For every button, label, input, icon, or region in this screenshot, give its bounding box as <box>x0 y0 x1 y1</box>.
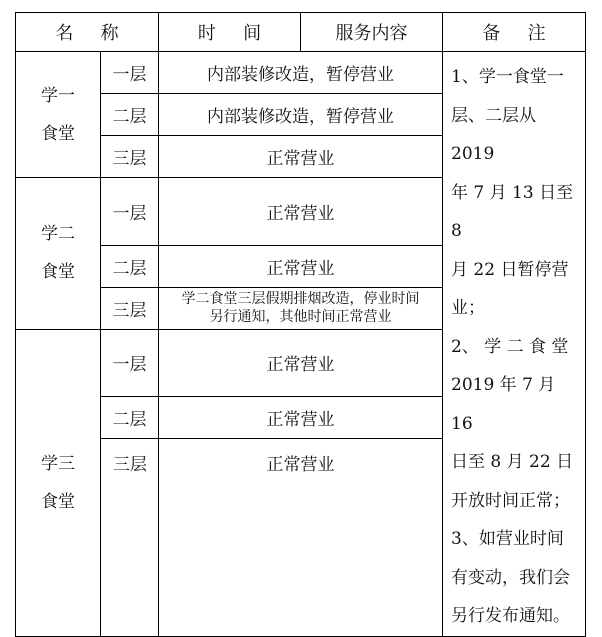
remark-line: 日至 8 月 22 日 <box>451 452 574 472</box>
header-remark: 备 注 <box>443 13 586 52</box>
canteen-schedule-table <box>15 12 586 637</box>
remark-line: 1、学一食堂一 <box>451 67 564 87</box>
floor-cell: 三层 <box>101 136 159 178</box>
service-line: 学二食堂三层假期排烟改造，停业时间 <box>181 291 420 307</box>
canteen-name-line: 学二 <box>41 224 75 245</box>
service-cell: 内部装修改造，暂停营业 <box>159 94 443 136</box>
header-name: 名 称 <box>16 13 159 52</box>
floor-cell: 二层 <box>101 94 159 136</box>
service-line: 另行通知，其他时间正常营业 <box>209 309 392 325</box>
canteen-name-line: 学一 <box>41 85 75 106</box>
service-cell: 内部装修改造，暂停营业 <box>159 52 443 94</box>
service-cell: 正常营业 <box>159 329 443 397</box>
remark-line: 另行发布通知。 <box>451 606 570 626</box>
header-time: 时 间 <box>159 13 301 52</box>
floor-cell: 一层 <box>101 52 159 94</box>
service-cell: 正常营业 <box>159 178 443 246</box>
canteen-name-line: 食堂 <box>41 491 75 512</box>
remark-line: 2019 年 7 月 16 <box>451 375 556 434</box>
canteen-name-2 <box>16 178 101 330</box>
header-service: 服务内容 <box>301 13 443 52</box>
floor-cell: 三层 <box>101 439 159 637</box>
floor-cell: 一层 <box>101 178 159 246</box>
canteen-name-3 <box>16 329 101 636</box>
header-row <box>16 13 586 52</box>
table-row <box>16 52 586 94</box>
service-cell <box>159 287 443 329</box>
remark-line: 业； <box>451 298 485 318</box>
remark-line: 层、二层从 2019 <box>451 105 536 164</box>
remark-line: 2、 学 二 食 堂 <box>451 336 569 357</box>
floor-cell: 二层 <box>101 397 159 439</box>
floor-cell: 三层 <box>101 287 159 329</box>
remarks-cell <box>443 52 586 637</box>
service-cell: 正常营业 <box>159 439 443 637</box>
remark-line: 月 22 日暂停营 <box>451 259 569 280</box>
canteen-name-line: 食堂 <box>41 262 75 283</box>
remark-line: 开放时间正常； <box>451 490 570 511</box>
remark-line: 有变动，我们会 <box>451 567 570 588</box>
service-cell: 正常营业 <box>159 136 443 178</box>
remark-line: 年 7 月 13 日至 8 <box>451 182 574 241</box>
service-cell: 正常营业 <box>159 397 443 439</box>
floor-cell: 二层 <box>101 245 159 287</box>
canteen-name-line: 食堂 <box>41 123 75 144</box>
canteen-name-line: 学三 <box>41 453 75 474</box>
remark-line: 3、如营业时间 <box>451 529 564 549</box>
canteen-name-1 <box>16 52 101 178</box>
service-cell: 正常营业 <box>159 245 443 287</box>
floor-cell: 一层 <box>101 329 159 397</box>
